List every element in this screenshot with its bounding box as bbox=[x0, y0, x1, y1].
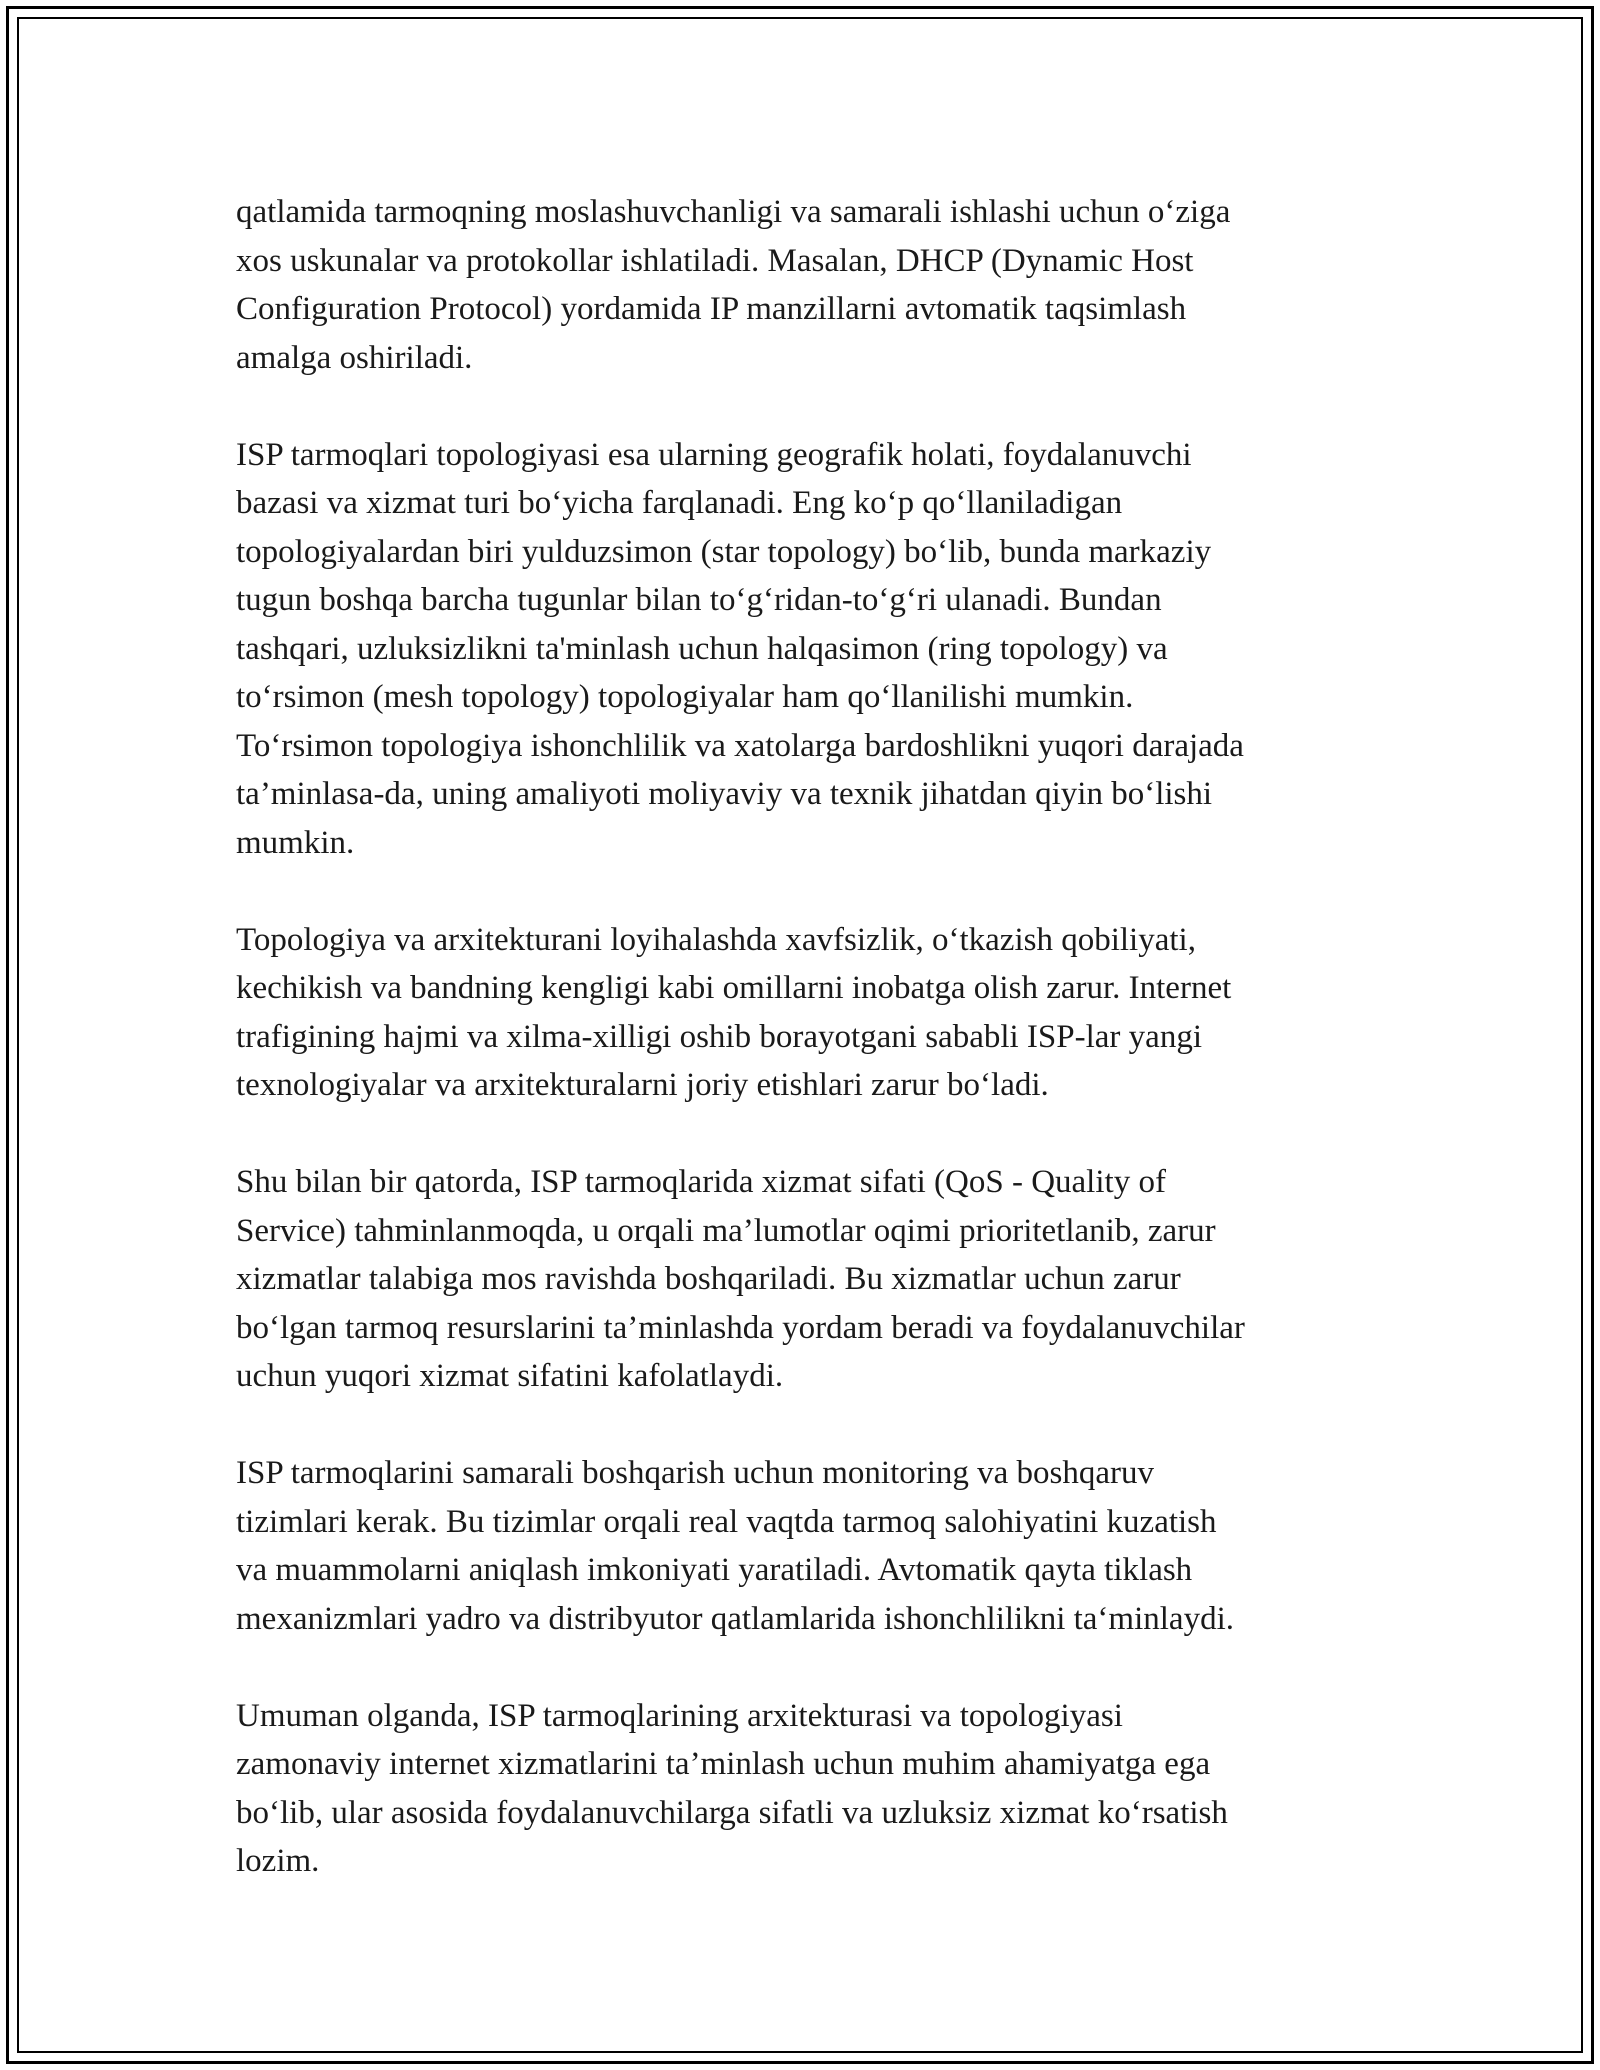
paragraph-isp-topology: ISP tarmoqlari topologiyasi esa ularning geografik holati, foydalanuvchi bazasi va xizmat turi bo‘yicha farqlanadi. Eng ko‘p qo‘llaniladigan topologiyalardan biri yulduzsimon (star topology) bo‘lib, bunda markaziy tugun boshqa barcha tugunlar bilan to‘g‘ridan-to‘g‘ri ulanadi. Bundan tashqari, uzluksizlikni ta'minlash uchun halqasimon (ring topology) va to‘rsimon (mesh topology) topologiyalar ham qo‘llanilishi mumkin. To‘rsimon topologiya ishonchlilik va xatolarga bardoshlikni yuqori darajada ta’minlasa-da, uning amaliyoti moliyaviy va texnik jihatdan qiyin bo‘lishi mumkin. bbox=[236, 436, 1244, 861]
paragraph-qos: Shu bilan bir qatorda, ISP tarmoqlarida xizmat sifati (QoS - Quality of Service) tahminlanmoqda, u orqali ma’lumotlar oqimi prioritetlanib, zarur xizmatlar talabiga mos ravishda boshqariladi. Bu xizmatlar uchun zarur bo‘lgan tarmoq resurslarini ta’minlashda yordam beradi va foydalanuvchilar uchun yuqori xizmat sifatini kafolatlaydi. bbox=[236, 1164, 1245, 1394]
paragraph-conclusion: Umuman olganda, ISP tarmoqlarining arxitekturasi va topologiyasi zamonaviy internet xizmatlarini ta’minlash uchun muhim ahamiyatga ega bo‘lib, ular asosida foydalanuvchilarga sifatli va uzluksiz xizmat ko‘rsatish lozim. bbox=[236, 1697, 1228, 1879]
paragraph-design-factors: Topologiya va arxitekturani loyihalashda xavfsizlik, o‘tkazish qobiliyati, kechikish va bandning kengligi kabi omillarni inobatga olish zarur. Internet trafigining hajmi va xilma-xilligi oshib borayotgani sababli ISP-lar yangi texnologiyalar va arxitekturalarni joriy etishlari zarur bo‘ladi. bbox=[236, 921, 1232, 1103]
paragraph-dhcp: qatlamida tarmoqning moslashuvchanligi va samarali ishlashi uchun o‘ziga xos uskunalar va protokollar ishlatiladi. Masalan, DHCP (Dynamic Host Configuration Protocol) yordamida IP manzillarni avtomatik taqsimlash amalga oshiriladi. bbox=[236, 194, 1231, 376]
paragraph-monitoring: ISP tarmoqlarini samarali boshqarish uchun monitoring va boshqaruv tizimlari kerak. Bu tizimlar orqali real vaqtda tarmoq salohiyatini kuzatish va muammolarni aniqlash imkoniyati yaratiladi. Avtomatik qayta tiklash mexanizmlari yadro va distribyutor qatlamlarida ishonchlilikni ta‘minlaydi. bbox=[236, 1455, 1234, 1637]
document-body bbox=[236, 188, 1376, 1934]
